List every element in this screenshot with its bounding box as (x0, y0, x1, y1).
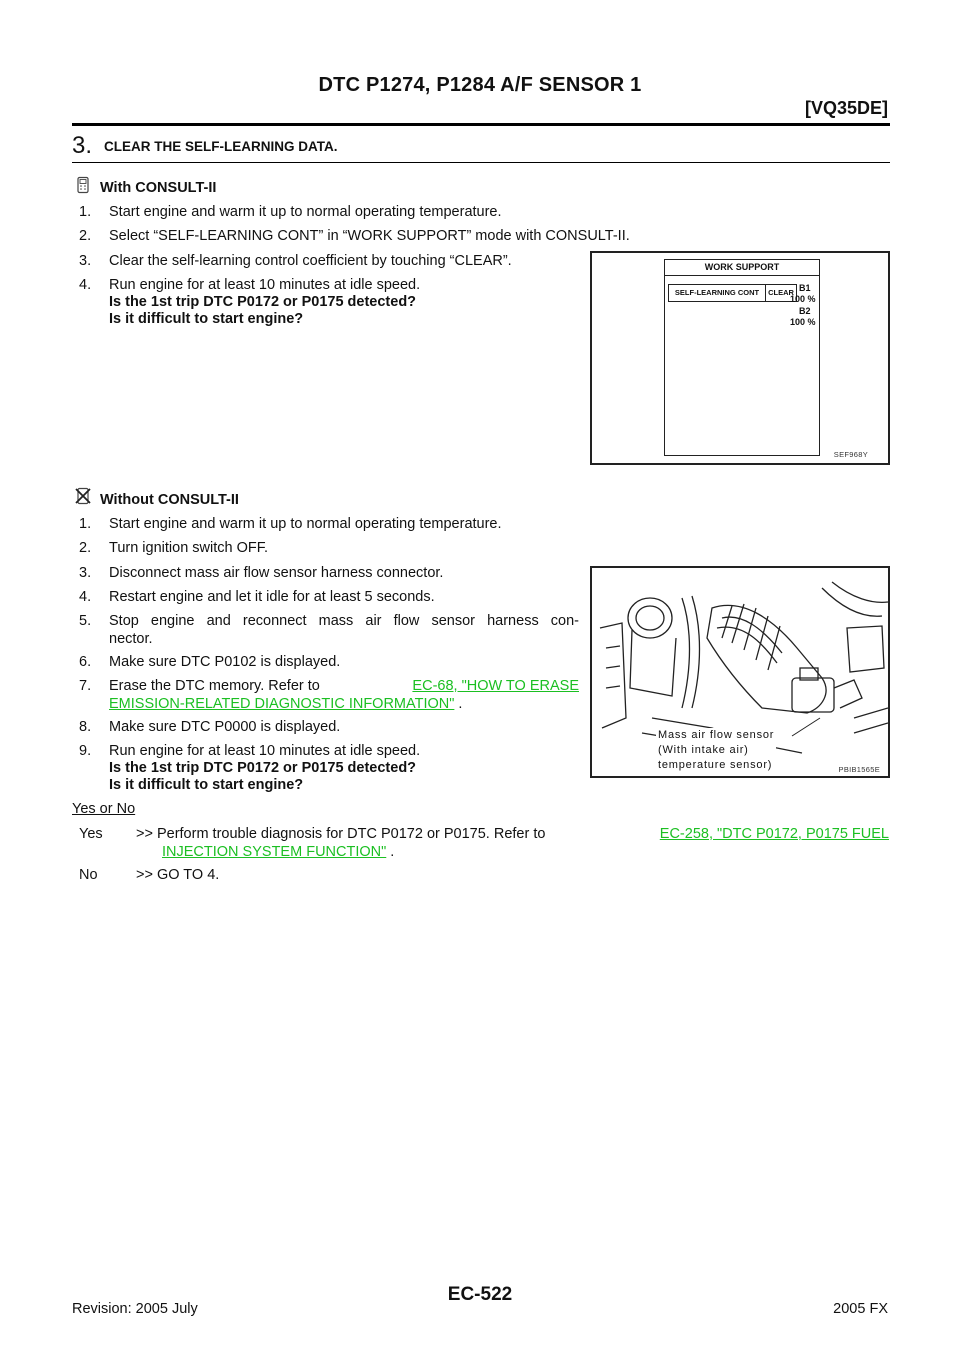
list-item: 8. Make sure DTC P0000 is displayed. (79, 719, 341, 735)
step-rule (72, 162, 890, 163)
self-learning-item: SELF-LEARNING CONT (668, 284, 766, 302)
list-item: 2. Turn ignition switch OFF. (79, 540, 269, 556)
b2-value: 100 % (790, 317, 816, 327)
page-title: DTC P1274, P1284 A/F SENSOR 1 (318, 74, 642, 96)
list-item: 2. Select “SELF-LEARNING CONT” in “WORK SUPPORT” mode with CONSULT-II. (79, 228, 630, 244)
engine-model: [VQ35DE] (804, 98, 888, 118)
yes-no-label: Yes or No (72, 801, 136, 817)
no-row: No >> GO TO 4. (79, 867, 220, 883)
step-title: CLEAR THE SELF-LEARNING DATA. (104, 139, 338, 154)
consult-screen-frame (664, 259, 820, 456)
list-item: 3. Disconnect mass air flow sensor harness connector. (79, 565, 444, 581)
step-number: 3. (72, 132, 93, 159)
page-number: EC-522 (447, 1284, 513, 1305)
maf-callout: Mass air flow sensor (With intake air) temperature sensor) (658, 729, 775, 771)
with-consult-heading: With CONSULT-II (100, 180, 217, 196)
figure-code: PBIB1565E (838, 765, 880, 774)
fuel-injection-link[interactable]: EC-258, "DTC P0172, P0175 FUEL (659, 826, 889, 842)
clear-button: CLEAR (765, 284, 797, 302)
erase-dtc-link[interactable]: EC-68, "HOW TO ERASE (412, 678, 579, 694)
model-year: 2005 FX (833, 1301, 888, 1317)
yes-row: Yes >> Perform trouble diagnosis for DTC P0172 or P0175. Refer to EC-258, "DTC P0172, P0175 FUEL INJECTION SYSTEM FUNCTION" . (79, 826, 889, 860)
list-item: 7. Erase the DTC memory. Refer to EC-68, "HOW TO ERASE EMISSION-RELATED DIAGNOSTIC INFORMATION" . (79, 678, 579, 712)
revision-date: Revision: 2005 July (72, 1301, 198, 1317)
list-item: 9. Run engine for at least 10 minutes at idle speed. Is the 1st trip DTC P0172 or P0175 detected? Is it difficult to start engine? (79, 743, 421, 793)
screen-title: WORK SUPPORT (704, 262, 780, 272)
list-item: 1. Start engine and warm it up to normal operating temperature. (79, 204, 502, 220)
fuel-injection-link-cont[interactable]: INJECTION SYSTEM FUNCTION" (162, 844, 387, 860)
erase-dtc-link-cont[interactable]: EMISSION-RELATED DIAGNOSTIC INFORMATION" (109, 696, 455, 712)
list-item: 3. Clear the self-learning control coefficient by touching “CLEAR”. (79, 253, 512, 269)
figure-code: SEF968Y (833, 450, 868, 459)
header-rule (72, 123, 890, 126)
list-item: 1. Start engine and warm it up to normal operating temperature. (79, 516, 502, 532)
consult-tool-icon (74, 176, 92, 194)
figure-consult-screen (590, 251, 890, 465)
b2-label: B2 (799, 306, 811, 316)
list-item: 6. Make sure DTC P0102 is displayed. (79, 654, 341, 670)
b1-value: 100 % (790, 294, 816, 304)
figure-maf-sensor (590, 566, 890, 778)
list-item: 5. Stop engine and reconnect mass air flow sensor harness con- nector. (79, 613, 579, 647)
list-item: 4. Run engine for at least 10 minutes at idle speed. Is the 1st trip DTC P0172 or P0175 detected? Is it difficult to start engine? (79, 277, 421, 327)
without-consult-heading: Without CONSULT-II (100, 492, 239, 508)
no-consult-icon (74, 487, 92, 505)
b1-label: B1 (799, 283, 811, 293)
list-item: 4. Restart engine and let it idle for at least 5 seconds. (79, 589, 435, 605)
